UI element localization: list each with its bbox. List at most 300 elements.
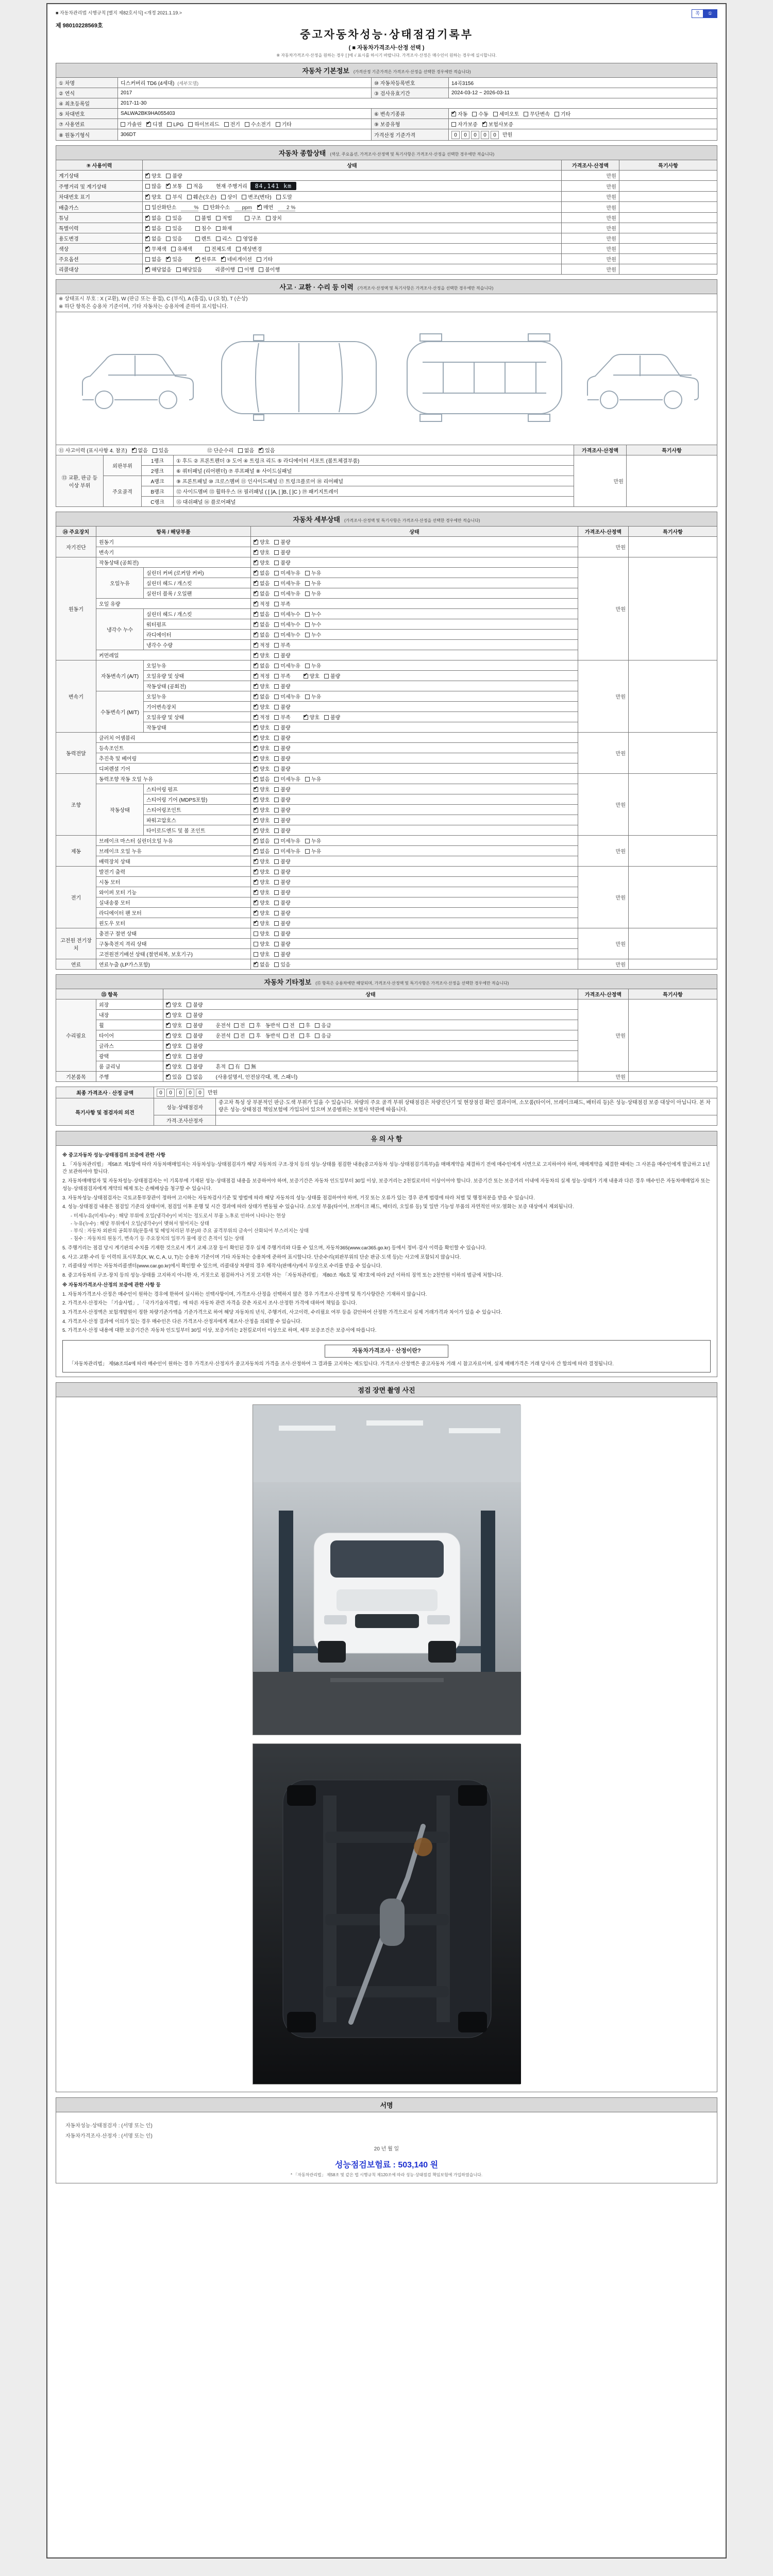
checkbox-checked[interactable] — [254, 777, 258, 782]
checkbox-option[interactable] — [234, 1031, 245, 1039]
checkbox-unchecked[interactable] — [274, 818, 279, 823]
checkbox-option[interactable] — [305, 569, 321, 577]
checkbox-unchecked[interactable] — [472, 112, 477, 116]
checkbox-option[interactable] — [254, 785, 270, 793]
checkbox-option[interactable] — [254, 878, 270, 886]
checkbox-option[interactable] — [315, 1021, 331, 1029]
checkbox-option[interactable] — [305, 620, 321, 628]
checkbox-unchecked[interactable] — [315, 1033, 320, 1038]
checkbox-option[interactable] — [305, 610, 321, 618]
checkbox-unchecked[interactable] — [176, 267, 181, 272]
checkbox-unchecked[interactable] — [121, 122, 125, 127]
checkbox-unchecked[interactable] — [305, 694, 310, 699]
checkbox-checked[interactable] — [254, 643, 258, 648]
checkbox-unchecked[interactable] — [305, 839, 310, 843]
checkbox-option[interactable] — [305, 662, 321, 669]
checkbox-option[interactable] — [274, 909, 290, 917]
checkbox-checked[interactable] — [254, 818, 258, 823]
checkbox-option[interactable] — [305, 692, 321, 700]
checkbox-unchecked[interactable] — [216, 226, 221, 231]
checkbox-unchecked[interactable] — [274, 694, 279, 699]
checkbox-option[interactable] — [266, 214, 282, 222]
checkbox-option[interactable] — [254, 754, 270, 762]
checkbox-checked[interactable] — [254, 849, 258, 854]
checkbox-unchecked[interactable] — [145, 257, 150, 262]
checkbox-checked[interactable] — [145, 247, 150, 251]
checkbox-option[interactable] — [145, 255, 161, 263]
checkbox-checked[interactable] — [254, 859, 258, 864]
checkbox-unchecked[interactable] — [187, 1023, 191, 1028]
checkbox-unchecked[interactable] — [493, 112, 498, 116]
checkbox-option[interactable] — [249, 1021, 261, 1029]
checkbox-unchecked[interactable] — [195, 236, 200, 241]
checkbox-unchecked[interactable] — [234, 1033, 239, 1038]
checkbox-option[interactable] — [276, 193, 292, 200]
checkbox-option[interactable] — [274, 620, 300, 628]
checkbox-unchecked[interactable] — [274, 767, 279, 771]
checkbox-option[interactable] — [472, 110, 488, 117]
checkbox-option[interactable] — [145, 245, 166, 252]
checkbox-option[interactable] — [187, 1021, 203, 1029]
checkbox-unchecked[interactable] — [274, 880, 279, 885]
checkbox-unchecked[interactable] — [249, 1033, 254, 1038]
checkbox-unchecked[interactable] — [249, 1023, 254, 1028]
checkbox-unchecked[interactable] — [257, 257, 261, 262]
checkbox-option[interactable] — [254, 723, 270, 731]
checkbox-option[interactable] — [187, 1073, 203, 1080]
checkbox-unchecked[interactable] — [254, 952, 258, 957]
checkbox-unchecked[interactable] — [274, 540, 279, 545]
checkbox-unchecked[interactable] — [167, 122, 172, 127]
checkbox-unchecked[interactable] — [274, 911, 279, 916]
checkbox-unchecked[interactable] — [205, 247, 210, 251]
checkbox-unchecked[interactable] — [266, 216, 271, 221]
checkbox-option[interactable] — [166, 224, 182, 232]
checkbox-unchecked[interactable] — [145, 184, 150, 189]
checkbox-option[interactable] — [315, 1031, 331, 1039]
checkbox-option[interactable] — [274, 826, 290, 834]
checkbox-option[interactable] — [274, 919, 290, 927]
checkbox-checked[interactable] — [221, 257, 226, 262]
checkbox-option[interactable] — [166, 214, 182, 222]
checkbox-option[interactable] — [254, 672, 270, 680]
checkbox-option[interactable] — [274, 816, 290, 824]
checkbox-option[interactable] — [299, 1031, 311, 1039]
checkbox-option[interactable] — [187, 1042, 203, 1049]
checkbox-option[interactable] — [254, 631, 270, 638]
checkbox-unchecked[interactable] — [153, 448, 157, 453]
checkbox-option[interactable] — [482, 120, 513, 128]
checkbox-unchecked[interactable] — [238, 267, 243, 272]
checkbox-option[interactable] — [195, 214, 211, 222]
checkbox-option[interactable] — [166, 1001, 182, 1008]
checkbox-option[interactable] — [145, 224, 161, 232]
checkbox-unchecked[interactable] — [274, 870, 279, 874]
checkbox-option[interactable] — [254, 909, 270, 917]
checkbox-unchecked[interactable] — [187, 1033, 191, 1038]
checkbox-checked[interactable] — [254, 653, 258, 658]
checkbox-unchecked[interactable] — [187, 1013, 191, 1018]
checkbox-option[interactable] — [305, 631, 321, 638]
checkbox-unchecked[interactable] — [274, 859, 279, 864]
checkbox-unchecked[interactable] — [274, 808, 279, 812]
checkbox-unchecked[interactable] — [274, 653, 279, 658]
checkbox-option[interactable] — [254, 548, 270, 556]
checkbox-checked[interactable] — [254, 715, 258, 720]
checkbox-option[interactable] — [254, 888, 270, 896]
checkbox-option[interactable] — [166, 1062, 182, 1070]
checkbox-option[interactable] — [274, 868, 290, 875]
checkbox-option[interactable] — [274, 847, 300, 855]
checkbox-option[interactable] — [274, 579, 300, 587]
checkbox-option[interactable] — [254, 651, 270, 659]
checkbox-unchecked[interactable] — [524, 112, 528, 116]
checkbox-unchecked[interactable] — [305, 612, 310, 617]
checkbox-checked[interactable] — [166, 1003, 171, 1007]
checkbox-option[interactable] — [238, 265, 254, 273]
checkbox-option[interactable] — [299, 1021, 311, 1029]
checkbox-option[interactable] — [221, 193, 237, 200]
checkbox-unchecked[interactable] — [274, 612, 279, 617]
checkbox-unchecked[interactable] — [187, 1054, 191, 1059]
checkbox-option[interactable] — [259, 265, 280, 273]
checkbox-option[interactable] — [254, 806, 270, 814]
checkbox-unchecked[interactable] — [315, 1023, 320, 1028]
checkbox-checked[interactable] — [254, 694, 258, 699]
checkbox-checked[interactable] — [145, 216, 150, 221]
checkbox-option[interactable] — [254, 569, 270, 577]
checkbox-option[interactable] — [524, 110, 550, 117]
checkbox-option[interactable] — [274, 672, 290, 680]
checkbox-unchecked[interactable] — [274, 725, 279, 730]
checkbox-option[interactable] — [274, 558, 290, 566]
checkbox-option[interactable] — [451, 120, 478, 128]
checkbox-checked[interactable] — [254, 540, 258, 545]
checkbox-unchecked[interactable] — [274, 921, 279, 926]
checkbox-checked[interactable] — [195, 257, 200, 262]
checkbox-option[interactable] — [305, 847, 321, 855]
checkbox-option[interactable] — [274, 589, 300, 597]
checkbox-unchecked[interactable] — [195, 226, 200, 231]
checkbox-checked[interactable] — [254, 736, 258, 740]
checkbox-option[interactable] — [283, 1021, 295, 1029]
checkbox-unchecked[interactable] — [274, 787, 279, 792]
checkbox-checked[interactable] — [254, 550, 258, 555]
checkbox-unchecked[interactable] — [242, 195, 246, 199]
checkbox-unchecked[interactable] — [274, 931, 279, 936]
checkbox-option[interactable] — [274, 682, 290, 690]
checkbox-unchecked[interactable] — [274, 643, 279, 648]
checkbox-option[interactable] — [167, 122, 183, 128]
checkbox-option[interactable] — [305, 579, 321, 587]
checkbox-option[interactable] — [254, 826, 270, 834]
checkbox-option[interactable] — [166, 182, 182, 190]
checkbox-option[interactable] — [257, 203, 273, 211]
checkbox-option[interactable] — [274, 806, 290, 814]
checkbox-checked[interactable] — [254, 581, 258, 586]
checkbox-unchecked[interactable] — [305, 591, 310, 596]
checkbox-option[interactable] — [187, 193, 216, 200]
checkbox-option[interactable] — [254, 682, 270, 690]
checkbox-unchecked[interactable] — [187, 1075, 191, 1079]
checkbox-unchecked[interactable] — [274, 901, 279, 905]
checkbox-option[interactable] — [274, 641, 290, 649]
checkbox-option[interactable] — [254, 703, 270, 710]
checkbox-checked[interactable] — [254, 561, 258, 565]
checkbox-option[interactable] — [254, 610, 270, 618]
checkbox-unchecked[interactable] — [324, 715, 329, 720]
checkbox-option[interactable] — [145, 234, 161, 242]
checkbox-unchecked[interactable] — [274, 581, 279, 586]
checkbox-checked[interactable] — [166, 184, 171, 189]
checkbox-checked[interactable] — [254, 901, 258, 905]
checkbox-option[interactable] — [153, 446, 169, 454]
checkbox-option[interactable] — [187, 182, 203, 190]
checkbox-option[interactable] — [188, 120, 219, 128]
checkbox-checked[interactable] — [254, 798, 258, 802]
checkbox-checked[interactable] — [166, 1023, 171, 1028]
checkbox-option[interactable] — [274, 569, 300, 577]
checkbox-option[interactable] — [254, 579, 270, 587]
checkbox-option[interactable] — [166, 1073, 182, 1080]
checkbox-checked[interactable] — [254, 622, 258, 627]
checkbox-option[interactable] — [254, 940, 270, 947]
checkbox-unchecked[interactable] — [305, 664, 310, 668]
checkbox-option[interactable] — [204, 203, 230, 211]
checkbox-checked[interactable] — [254, 808, 258, 812]
checkbox-checked[interactable] — [254, 787, 258, 792]
checkbox-unchecked[interactable] — [554, 112, 559, 116]
checkbox-unchecked[interactable] — [166, 174, 171, 178]
checkbox-option[interactable] — [249, 1031, 261, 1039]
checkbox-option[interactable] — [305, 775, 321, 783]
checkbox-unchecked[interactable] — [187, 1044, 191, 1048]
checkbox-checked[interactable] — [254, 705, 258, 709]
checkbox-checked[interactable] — [146, 122, 151, 127]
checkbox-option[interactable] — [254, 538, 270, 546]
checkbox-unchecked[interactable] — [238, 448, 243, 453]
checkbox-checked[interactable] — [254, 911, 258, 916]
checkbox-unchecked[interactable] — [188, 122, 193, 127]
checkbox-option[interactable] — [274, 662, 300, 669]
checkbox-checked[interactable] — [145, 226, 150, 231]
checkbox-option[interactable] — [274, 600, 290, 607]
checkbox-option[interactable] — [237, 234, 258, 242]
checkbox-unchecked[interactable] — [274, 756, 279, 761]
checkbox-option[interactable] — [254, 765, 270, 772]
checkbox-option[interactable] — [254, 837, 270, 844]
checkbox-unchecked[interactable] — [216, 216, 221, 221]
checkbox-checked[interactable] — [254, 890, 258, 895]
checkbox-checked[interactable] — [254, 828, 258, 833]
checkbox-checked[interactable] — [166, 1064, 171, 1069]
checkbox-unchecked[interactable] — [259, 267, 263, 272]
checkbox-option[interactable] — [254, 775, 270, 783]
checkbox-unchecked[interactable] — [274, 839, 279, 843]
checkbox-option[interactable] — [242, 193, 271, 200]
checkbox-option[interactable] — [254, 692, 270, 700]
checkbox-option[interactable] — [274, 703, 290, 710]
checkbox-option[interactable] — [254, 734, 270, 741]
checkbox-option[interactable] — [554, 110, 570, 117]
checkbox-checked[interactable] — [254, 664, 258, 668]
checkbox-option[interactable] — [216, 224, 232, 232]
checkbox-checked[interactable] — [166, 1075, 171, 1079]
checkbox-checked[interactable] — [254, 591, 258, 596]
checkbox-option[interactable] — [245, 1062, 256, 1070]
checkbox-option[interactable] — [205, 245, 231, 252]
checkbox-unchecked[interactable] — [237, 236, 241, 241]
checkbox-unchecked[interactable] — [305, 849, 310, 854]
checkbox-option[interactable] — [274, 651, 290, 659]
checkbox-option[interactable] — [276, 120, 292, 128]
checkbox-option[interactable] — [176, 265, 203, 273]
checkbox-checked[interactable] — [304, 715, 308, 720]
checkbox-option[interactable] — [254, 558, 270, 566]
checkbox-unchecked[interactable] — [274, 890, 279, 895]
checkbox-option[interactable] — [245, 120, 271, 128]
checkbox-unchecked[interactable] — [224, 122, 229, 127]
checkbox-option[interactable] — [121, 120, 142, 128]
checkbox-option[interactable] — [451, 110, 467, 117]
checkbox-option[interactable] — [254, 600, 270, 607]
checkbox-option[interactable] — [493, 110, 519, 117]
checkbox-option[interactable] — [166, 1011, 182, 1019]
checkbox-option[interactable] — [274, 795, 290, 803]
checkbox-checked[interactable] — [166, 257, 171, 262]
checkbox-option[interactable] — [254, 950, 270, 958]
checkbox-checked[interactable] — [254, 674, 258, 679]
checkbox-checked[interactable] — [166, 1013, 171, 1018]
checkbox-unchecked[interactable] — [187, 195, 192, 199]
checkbox-option[interactable] — [216, 234, 232, 242]
checkbox-option[interactable] — [166, 1052, 182, 1060]
checkbox-unchecked[interactable] — [283, 1023, 288, 1028]
checkbox-option[interactable] — [221, 255, 252, 263]
checkbox-option[interactable] — [254, 589, 270, 597]
checkbox-option[interactable] — [216, 214, 232, 222]
checkbox-unchecked[interactable] — [166, 226, 171, 231]
checkbox-option[interactable] — [274, 734, 290, 741]
checkbox-unchecked[interactable] — [305, 581, 310, 586]
checkbox-option[interactable] — [283, 1031, 295, 1039]
checkbox-unchecked[interactable] — [274, 633, 279, 637]
checkbox-option[interactable] — [274, 775, 300, 783]
checkbox-checked[interactable] — [254, 633, 258, 637]
checkbox-option[interactable] — [254, 929, 270, 937]
checkbox-option[interactable] — [195, 255, 216, 263]
checkbox-unchecked[interactable] — [187, 1003, 191, 1007]
checkbox-unchecked[interactable] — [245, 216, 249, 221]
checkbox-option[interactable] — [254, 795, 270, 803]
checkbox-option[interactable] — [274, 631, 300, 638]
checkbox-option[interactable] — [274, 548, 290, 556]
checkbox-checked[interactable] — [145, 195, 150, 199]
checkbox-option[interactable] — [171, 245, 192, 252]
checkbox-option[interactable] — [274, 960, 290, 968]
checkbox-checked[interactable] — [254, 870, 258, 874]
checkbox-option[interactable] — [245, 214, 261, 222]
checkbox-checked[interactable] — [254, 612, 258, 617]
checkbox-option[interactable] — [274, 929, 290, 937]
checkbox-checked[interactable] — [254, 962, 258, 967]
checkbox-option[interactable] — [254, 899, 270, 906]
checkbox-option[interactable] — [166, 234, 182, 242]
checkbox-checked[interactable] — [254, 767, 258, 771]
checkbox-checked[interactable] — [254, 880, 258, 885]
checkbox-unchecked[interactable] — [171, 247, 176, 251]
checkbox-unchecked[interactable] — [254, 931, 258, 936]
checkbox-option[interactable] — [145, 182, 161, 190]
checkbox-option[interactable] — [274, 765, 290, 772]
checkbox-unchecked[interactable] — [236, 247, 241, 251]
checkbox-unchecked[interactable] — [274, 777, 279, 782]
checkbox-checked[interactable] — [254, 839, 258, 843]
checkbox-option[interactable] — [234, 1021, 245, 1029]
checkbox-option[interactable] — [274, 785, 290, 793]
checkbox-unchecked[interactable] — [204, 205, 208, 210]
checkbox-unchecked[interactable] — [305, 571, 310, 575]
checkbox-option[interactable] — [274, 723, 290, 731]
checkbox-unchecked[interactable] — [274, 705, 279, 709]
checkbox-option[interactable] — [274, 744, 290, 752]
checkbox-unchecked[interactable] — [187, 184, 192, 189]
checkbox-option[interactable] — [145, 203, 176, 211]
checkbox-unchecked[interactable] — [274, 684, 279, 689]
checkbox-option[interactable] — [254, 816, 270, 824]
checkbox-unchecked[interactable] — [274, 561, 279, 565]
checkbox-option[interactable] — [274, 888, 290, 896]
checkbox-option[interactable] — [274, 899, 290, 906]
checkbox-option[interactable] — [324, 672, 340, 680]
checkbox-option[interactable] — [166, 1042, 182, 1049]
checkbox-unchecked[interactable] — [274, 828, 279, 833]
checkbox-option[interactable] — [145, 172, 161, 179]
checkbox-option[interactable] — [236, 245, 262, 252]
checkbox-checked[interactable] — [482, 122, 487, 127]
checkbox-option[interactable] — [304, 713, 320, 721]
checkbox-option[interactable] — [274, 878, 290, 886]
checkbox-unchecked[interactable] — [276, 195, 281, 199]
checkbox-unchecked[interactable] — [234, 1023, 239, 1028]
checkbox-option[interactable] — [166, 1031, 182, 1039]
checkbox-checked[interactable] — [257, 205, 262, 210]
checkbox-option[interactable] — [254, 641, 270, 649]
checkbox-option[interactable] — [254, 744, 270, 752]
checkbox-unchecked[interactable] — [274, 550, 279, 555]
checkbox-option[interactable] — [187, 1001, 203, 1008]
checkbox-unchecked[interactable] — [274, 798, 279, 802]
checkbox-option[interactable] — [274, 713, 290, 721]
checkbox-option[interactable] — [146, 120, 162, 128]
checkbox-option[interactable] — [254, 868, 270, 875]
checkbox-checked[interactable] — [259, 448, 263, 453]
checkbox-option[interactable] — [132, 446, 148, 454]
checkbox-checked[interactable] — [145, 236, 150, 241]
checkbox-unchecked[interactable] — [187, 1064, 191, 1069]
checkbox-option[interactable] — [238, 446, 254, 454]
checkbox-option[interactable] — [274, 538, 290, 546]
checkbox-checked[interactable] — [145, 267, 150, 272]
checkbox-option[interactable] — [254, 847, 270, 855]
checkbox-option[interactable] — [187, 1062, 203, 1070]
checkbox-checked[interactable] — [254, 602, 258, 606]
checkbox-checked[interactable] — [254, 684, 258, 689]
checkbox-unchecked[interactable] — [274, 622, 279, 627]
checkbox-checked[interactable] — [145, 174, 150, 178]
checkbox-option[interactable] — [274, 610, 300, 618]
checkbox-option[interactable] — [166, 172, 182, 179]
